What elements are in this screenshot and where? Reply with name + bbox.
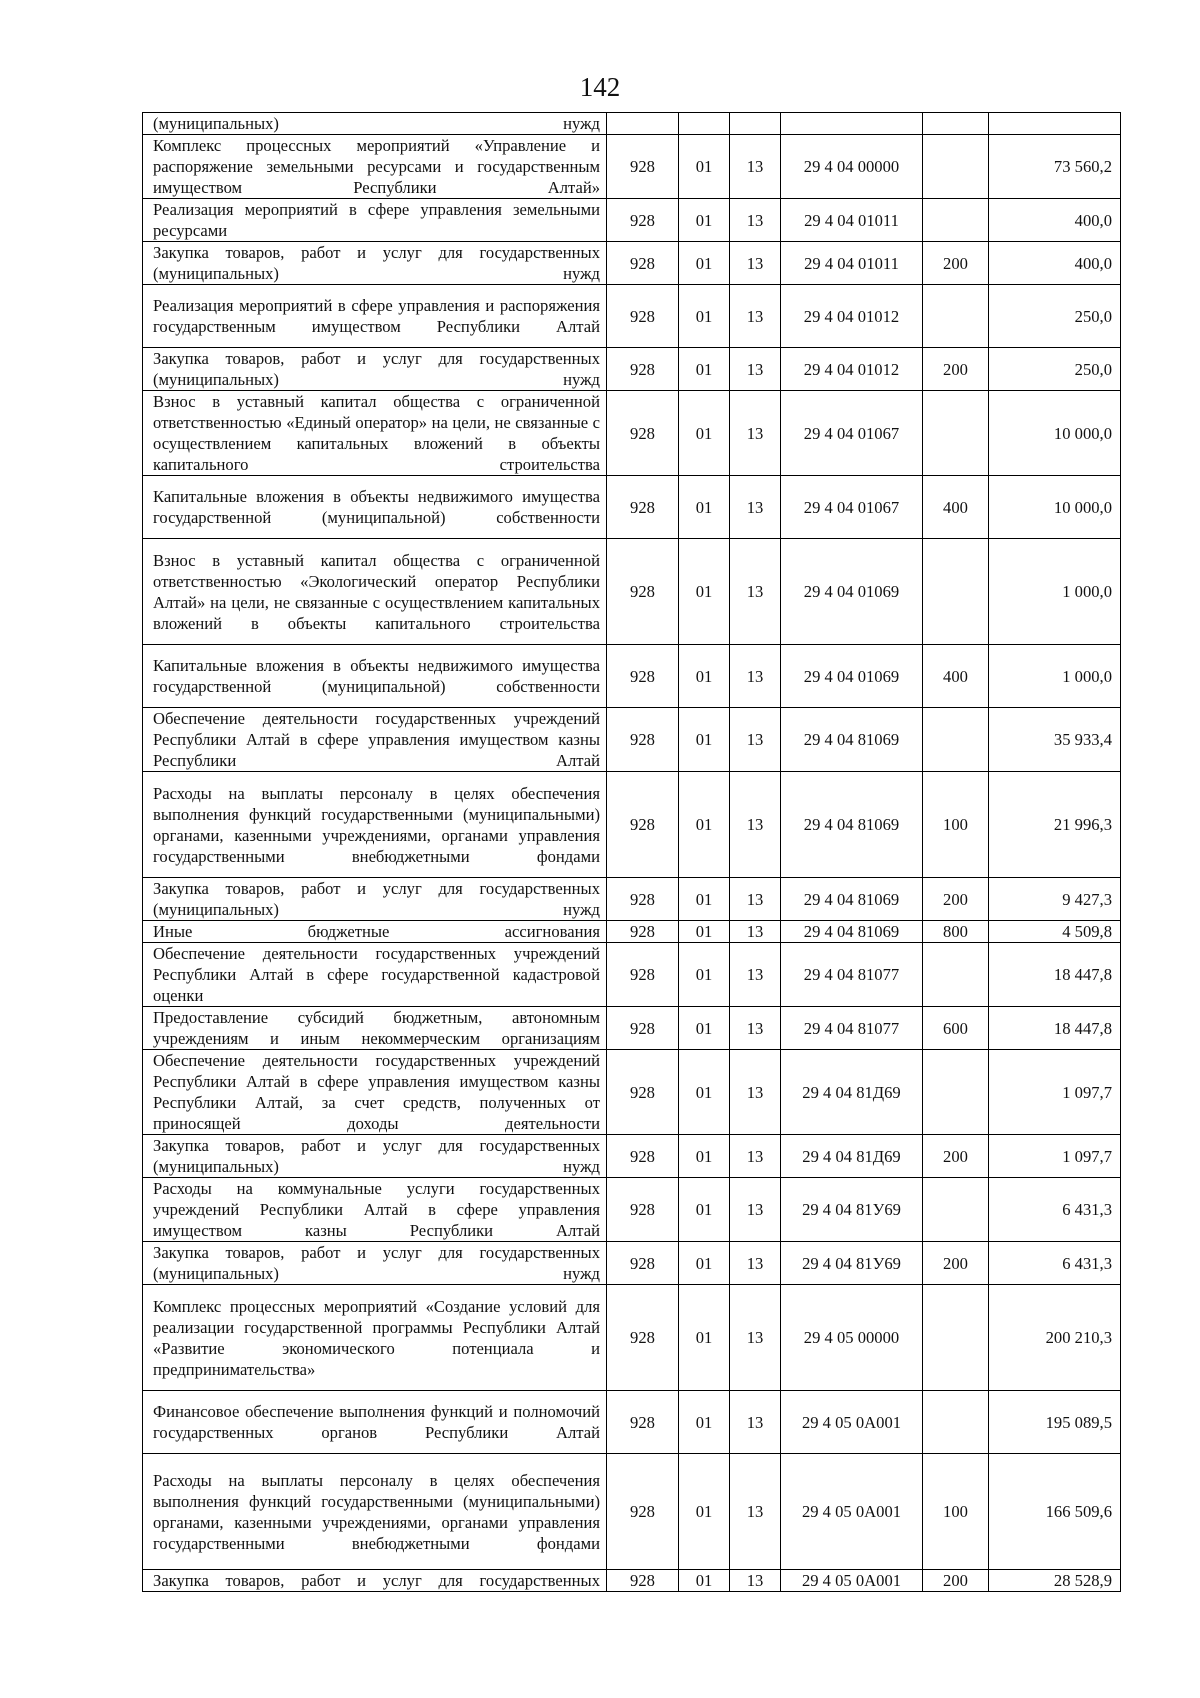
- row-vr-code: [923, 199, 989, 242]
- row-gr-code: 928: [607, 878, 679, 921]
- row-sum: 195 089,5: [989, 1391, 1121, 1454]
- budget-table: [142, 112, 1121, 1592]
- row-sum: 250,0: [989, 348, 1121, 391]
- row-name: Капитальные вложения в объекты недвижимого имущества государственной (муниципальной) собственности: [143, 645, 607, 708]
- row-name: Иные бюджетные ассигнования: [143, 921, 607, 943]
- row-pr-code: 13: [730, 135, 781, 199]
- row-vr-code: 200: [923, 1242, 989, 1285]
- row-name: Финансовое обеспечение выполнения функций и полномочий государственных органов Республики Алтай: [143, 1391, 607, 1454]
- row-rz-code: 01: [679, 135, 730, 199]
- row-csr-code: 29 4 04 01012: [781, 285, 923, 348]
- row-gr-code: 928: [607, 199, 679, 242]
- row-pr-code: 13: [730, 348, 781, 391]
- row-pr-code: 13: [730, 242, 781, 285]
- row-pr-code: 13: [730, 1135, 781, 1178]
- table-row: [143, 645, 1121, 708]
- row-name: Реализация мероприятий в сфере управления земельными ресурсами: [143, 199, 607, 242]
- table-row: [143, 539, 1121, 645]
- row-vr-code: [923, 1285, 989, 1391]
- row-sum: 400,0: [989, 242, 1121, 285]
- row-rz-code: 01: [679, 476, 730, 539]
- table-row: [143, 1135, 1121, 1178]
- row-rz-code: 01: [679, 943, 730, 1007]
- row-name: Комплекс процессных мероприятий «Создание условий для реализации государственной программы Республики Алтай «Развитие экономического потенциала и предпринимательства»: [143, 1285, 607, 1391]
- row-rz-code: 01: [679, 1242, 730, 1285]
- row-pr-code: 13: [730, 1570, 781, 1592]
- row-sum: 4 509,8: [989, 921, 1121, 943]
- row-gr-code: 928: [607, 772, 679, 878]
- row-pr-code: 13: [730, 1178, 781, 1242]
- row-rz-code: 01: [679, 391, 730, 476]
- row-rz-code: 01: [679, 772, 730, 878]
- budget-table-body: [143, 113, 1121, 1592]
- row-pr-code: 13: [730, 1391, 781, 1454]
- table-row: [143, 1454, 1121, 1570]
- row-csr-code: 29 4 04 81069: [781, 878, 923, 921]
- row-gr-code: 928: [607, 943, 679, 1007]
- row-vr-code: [923, 539, 989, 645]
- row-gr-code: 928: [607, 921, 679, 943]
- row-rz-code: 01: [679, 1285, 730, 1391]
- row-sum: 1 000,0: [989, 645, 1121, 708]
- row-rz-code: 01: [679, 1135, 730, 1178]
- row-rz-code: 01: [679, 1570, 730, 1592]
- row-rz-code: 01: [679, 1007, 730, 1050]
- table-row: [143, 391, 1121, 476]
- table-row: [143, 113, 1121, 135]
- row-vr-code: [923, 135, 989, 199]
- table-row: [143, 921, 1121, 943]
- row-sum: 18 447,8: [989, 943, 1121, 1007]
- row-sum: 1 097,7: [989, 1050, 1121, 1135]
- row-sum: 21 996,3: [989, 772, 1121, 878]
- row-sum: [989, 113, 1121, 135]
- row-sum: 250,0: [989, 285, 1121, 348]
- row-rz-code: 01: [679, 921, 730, 943]
- row-sum: 18 447,8: [989, 1007, 1121, 1050]
- row-pr-code: 13: [730, 943, 781, 1007]
- row-gr-code: 928: [607, 1135, 679, 1178]
- row-name: Обеспечение деятельности государственных учреждений Республики Алтай в сфере управления имуществом казны Республики Алтай: [143, 708, 607, 772]
- table-row: [143, 878, 1121, 921]
- table-row: [143, 1242, 1121, 1285]
- row-sum: 10 000,0: [989, 476, 1121, 539]
- row-vr-code: [923, 113, 989, 135]
- row-gr-code: 928: [607, 1007, 679, 1050]
- row-gr-code: 928: [607, 645, 679, 708]
- row-name: Обеспечение деятельности государственных учреждений Республики Алтай в сфере управления имуществом казны Республики Алтай, за счет средств, полученных от приносящей доходы деятельности: [143, 1050, 607, 1135]
- row-rz-code: 01: [679, 1178, 730, 1242]
- row-vr-code: [923, 285, 989, 348]
- row-vr-code: 100: [923, 772, 989, 878]
- row-gr-code: 928: [607, 708, 679, 772]
- row-rz-code: 01: [679, 348, 730, 391]
- row-name: Капитальные вложения в объекты недвижимого имущества государственной (муниципальной) собственности: [143, 476, 607, 539]
- row-vr-code: [923, 1178, 989, 1242]
- row-name: Расходы на выплаты персоналу в целях обеспечения выполнения функций государственными (муниципальными) органами, казенными учреждениями, органами управления государственными внебюджетными фондами: [143, 772, 607, 878]
- table-row: [143, 285, 1121, 348]
- row-name: Взнос в уставный капитал общества с ограниченной ответственностью «Экологический оператор Республики Алтай» на цели, не связанные с осуществлением капитальных вложений в объекты капитального строительства: [143, 539, 607, 645]
- row-csr-code: 29 4 04 01012: [781, 348, 923, 391]
- row-csr-code: 29 4 04 81077: [781, 943, 923, 1007]
- row-gr-code: [607, 113, 679, 135]
- row-csr-code: 29 4 04 01069: [781, 645, 923, 708]
- row-name: Обеспечение деятельности государственных учреждений Республики Алтай в сфере государственной кадастровой оценки: [143, 943, 607, 1007]
- row-vr-code: 100: [923, 1454, 989, 1570]
- table-row: [143, 199, 1121, 242]
- table-row: [143, 1050, 1121, 1135]
- table-row: [143, 348, 1121, 391]
- row-vr-code: 200: [923, 1570, 989, 1592]
- row-pr-code: 13: [730, 921, 781, 943]
- row-csr-code: 29 4 05 0А001: [781, 1570, 923, 1592]
- row-name: Взнос в уставный капитал общества с ограниченной ответственностью «Единый оператор» на цели, не связанные с осуществлением капитальных вложений в объекты капитального строительства: [143, 391, 607, 476]
- row-csr-code: 29 4 05 0А001: [781, 1454, 923, 1570]
- row-gr-code: 928: [607, 1454, 679, 1570]
- row-vr-code: 400: [923, 645, 989, 708]
- row-sum: 6 431,3: [989, 1242, 1121, 1285]
- row-csr-code: 29 4 04 01067: [781, 391, 923, 476]
- row-vr-code: 400: [923, 476, 989, 539]
- row-gr-code: 928: [607, 1285, 679, 1391]
- row-name: (муниципальных) нужд: [143, 113, 607, 135]
- row-pr-code: 13: [730, 539, 781, 645]
- row-sum: 9 427,3: [989, 878, 1121, 921]
- row-csr-code: [781, 113, 923, 135]
- row-csr-code: 29 4 04 81069: [781, 708, 923, 772]
- row-pr-code: 13: [730, 1242, 781, 1285]
- row-csr-code: 29 4 04 00000: [781, 135, 923, 199]
- row-pr-code: 13: [730, 1454, 781, 1570]
- row-pr-code: 13: [730, 285, 781, 348]
- row-name: Закупка товаров, работ и услуг для государственных (муниципальных) нужд: [143, 878, 607, 921]
- row-vr-code: 200: [923, 878, 989, 921]
- row-vr-code: [923, 391, 989, 476]
- row-pr-code: 13: [730, 772, 781, 878]
- row-gr-code: 928: [607, 1242, 679, 1285]
- table-row: [143, 135, 1121, 199]
- row-csr-code: 29 4 04 81Д69: [781, 1050, 923, 1135]
- row-rz-code: 01: [679, 645, 730, 708]
- row-pr-code: 13: [730, 645, 781, 708]
- row-csr-code: 29 4 05 0А001: [781, 1391, 923, 1454]
- row-pr-code: 13: [730, 476, 781, 539]
- row-rz-code: [679, 113, 730, 135]
- row-vr-code: 800: [923, 921, 989, 943]
- table-row: [143, 242, 1121, 285]
- row-gr-code: 928: [607, 476, 679, 539]
- row-name: Закупка товаров, работ и услуг для государственных: [143, 1570, 607, 1592]
- row-csr-code: 29 4 04 81077: [781, 1007, 923, 1050]
- row-pr-code: 13: [730, 391, 781, 476]
- row-pr-code: 13: [730, 708, 781, 772]
- row-rz-code: 01: [679, 539, 730, 645]
- row-gr-code: 928: [607, 539, 679, 645]
- row-csr-code: 29 4 04 81069: [781, 921, 923, 943]
- row-csr-code: 29 4 04 01011: [781, 242, 923, 285]
- row-csr-code: 29 4 04 01067: [781, 476, 923, 539]
- row-name: Закупка товаров, работ и услуг для государственных (муниципальных) нужд: [143, 242, 607, 285]
- row-rz-code: 01: [679, 1050, 730, 1135]
- row-csr-code: 29 4 04 81069: [781, 772, 923, 878]
- table-row: [143, 1391, 1121, 1454]
- row-rz-code: 01: [679, 242, 730, 285]
- row-rz-code: 01: [679, 708, 730, 772]
- row-name: Закупка товаров, работ и услуг для государственных (муниципальных) нужд: [143, 1135, 607, 1178]
- row-csr-code: 29 4 05 00000: [781, 1285, 923, 1391]
- row-vr-code: [923, 708, 989, 772]
- row-csr-code: 29 4 04 01011: [781, 199, 923, 242]
- row-csr-code: 29 4 04 01069: [781, 539, 923, 645]
- row-vr-code: 200: [923, 1135, 989, 1178]
- row-sum: 200 210,3: [989, 1285, 1121, 1391]
- table-row: [143, 1178, 1121, 1242]
- row-sum: 1 097,7: [989, 1135, 1121, 1178]
- row-gr-code: 928: [607, 135, 679, 199]
- row-name: Предоставление субсидий бюджетным, автономным учреждениям и иным некоммерческим организациям: [143, 1007, 607, 1050]
- row-sum: 166 509,6: [989, 1454, 1121, 1570]
- row-csr-code: 29 4 04 81Д69: [781, 1135, 923, 1178]
- row-pr-code: 13: [730, 1285, 781, 1391]
- row-vr-code: [923, 943, 989, 1007]
- row-vr-code: [923, 1050, 989, 1135]
- table-row: [143, 943, 1121, 1007]
- row-gr-code: 928: [607, 1570, 679, 1592]
- table-row: [143, 708, 1121, 772]
- row-vr-code: 200: [923, 348, 989, 391]
- row-sum: 35 933,4: [989, 708, 1121, 772]
- row-sum: 73 560,2: [989, 135, 1121, 199]
- row-csr-code: 29 4 04 81У69: [781, 1242, 923, 1285]
- table-row: [143, 1285, 1121, 1391]
- row-rz-code: 01: [679, 1454, 730, 1570]
- row-sum: 1 000,0: [989, 539, 1121, 645]
- row-sum: 400,0: [989, 199, 1121, 242]
- row-gr-code: 928: [607, 1391, 679, 1454]
- row-pr-code: 13: [730, 199, 781, 242]
- row-sum: 10 000,0: [989, 391, 1121, 476]
- table-row: [143, 1570, 1121, 1592]
- row-vr-code: 200: [923, 242, 989, 285]
- row-sum: 6 431,3: [989, 1178, 1121, 1242]
- row-name: Закупка товаров, работ и услуг для государственных (муниципальных) нужд: [143, 348, 607, 391]
- row-gr-code: 928: [607, 1050, 679, 1135]
- row-name: Закупка товаров, работ и услуг для государственных (муниципальных) нужд: [143, 1242, 607, 1285]
- row-rz-code: 01: [679, 199, 730, 242]
- row-pr-code: 13: [730, 878, 781, 921]
- table-row: [143, 1007, 1121, 1050]
- row-sum: 28 528,9: [989, 1570, 1121, 1592]
- row-name: Комплекс процессных мероприятий «Управление и распоряжение земельными ресурсами и государственным имуществом Республики Алтай»: [143, 135, 607, 199]
- table-row: [143, 476, 1121, 539]
- table-row: [143, 772, 1121, 878]
- row-vr-code: 600: [923, 1007, 989, 1050]
- row-vr-code: [923, 1391, 989, 1454]
- row-pr-code: 13: [730, 1050, 781, 1135]
- row-rz-code: 01: [679, 285, 730, 348]
- row-gr-code: 928: [607, 285, 679, 348]
- row-rz-code: 01: [679, 1391, 730, 1454]
- page-number: 142: [579, 72, 621, 102]
- row-name: Расходы на выплаты персоналу в целях обеспечения выполнения функций государственными (муниципальными) органами, казенными учреждениями, органами управления государственными внебюджетными фондами: [143, 1454, 607, 1570]
- row-pr-code: 13: [730, 1007, 781, 1050]
- row-name: Реализация мероприятий в сфере управления и распоряжения государственным имуществом Республики Алтай: [143, 285, 607, 348]
- row-rz-code: 01: [679, 878, 730, 921]
- row-csr-code: 29 4 04 81У69: [781, 1178, 923, 1242]
- row-gr-code: 928: [607, 391, 679, 476]
- row-gr-code: 928: [607, 242, 679, 285]
- row-gr-code: 928: [607, 1178, 679, 1242]
- row-gr-code: 928: [607, 348, 679, 391]
- row-pr-code: [730, 113, 781, 135]
- row-name: Расходы на коммунальные услуги государственных учреждений Республики Алтай в сфере управления имуществом казны Республики Алтай: [143, 1178, 607, 1242]
